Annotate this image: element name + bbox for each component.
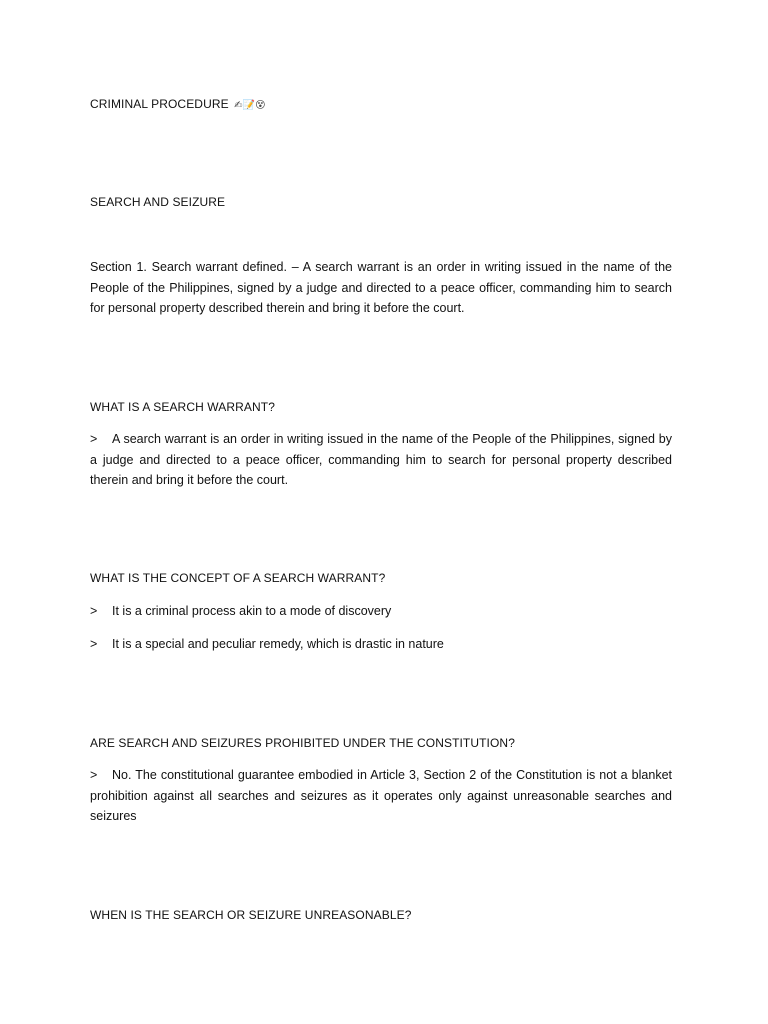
document-title xyxy=(90,94,672,117)
answer-line xyxy=(90,634,672,655)
writing-emoji-icon: ✍📝😵 xyxy=(234,100,266,111)
bullet-marker: > xyxy=(90,432,98,446)
question-heading: ARE SEARCH AND SEIZURES PROHIBITED UNDER THE CONSTITUTION? xyxy=(90,736,515,750)
answer-text: A search warrant is an order in writing issued in the name of the People of the Philippines, signed by a judge and directed to a peace officer, commanding him to search for personal property described therein and bring it before the court. xyxy=(90,432,672,487)
bullet-marker: > xyxy=(90,637,98,651)
bullet-marker: > xyxy=(90,768,98,782)
answer-text: It is a special and peculiar remedy, which is drastic in nature xyxy=(112,637,444,651)
question-heading: WHEN IS THE SEARCH OR SEIZURE UNREASONABLE? xyxy=(90,908,412,922)
bullet-marker: > xyxy=(90,604,98,618)
answer-line xyxy=(90,601,672,622)
answer-paragraph xyxy=(90,429,672,491)
section-1-paragraph: Section 1. Search warrant defined. – A search warrant is an order in writing issued in the name of the People of the Philippines, signed by a judge and directed to a peace officer, commanding him to search for personal property described therein and bring it before the court. xyxy=(90,260,672,315)
question-heading: WHAT IS THE CONCEPT OF A SEARCH WARRANT? xyxy=(90,571,386,585)
question-heading: WHAT IS A SEARCH WARRANT? xyxy=(90,400,275,414)
section-heading: SEARCH AND SEIZURE xyxy=(90,195,226,209)
answer-text: It is a criminal process akin to a mode of discovery xyxy=(112,604,392,618)
answer-paragraph xyxy=(90,765,672,827)
answer-text: No. The constitutional guarantee embodied in Article 3, Section 2 of the Constitution is not a blanket prohibition against all searches and seizures as it operates only against unreasonable searches and seizures xyxy=(90,768,672,823)
title-text: CRIMINAL PROCEDURE xyxy=(90,97,229,111)
